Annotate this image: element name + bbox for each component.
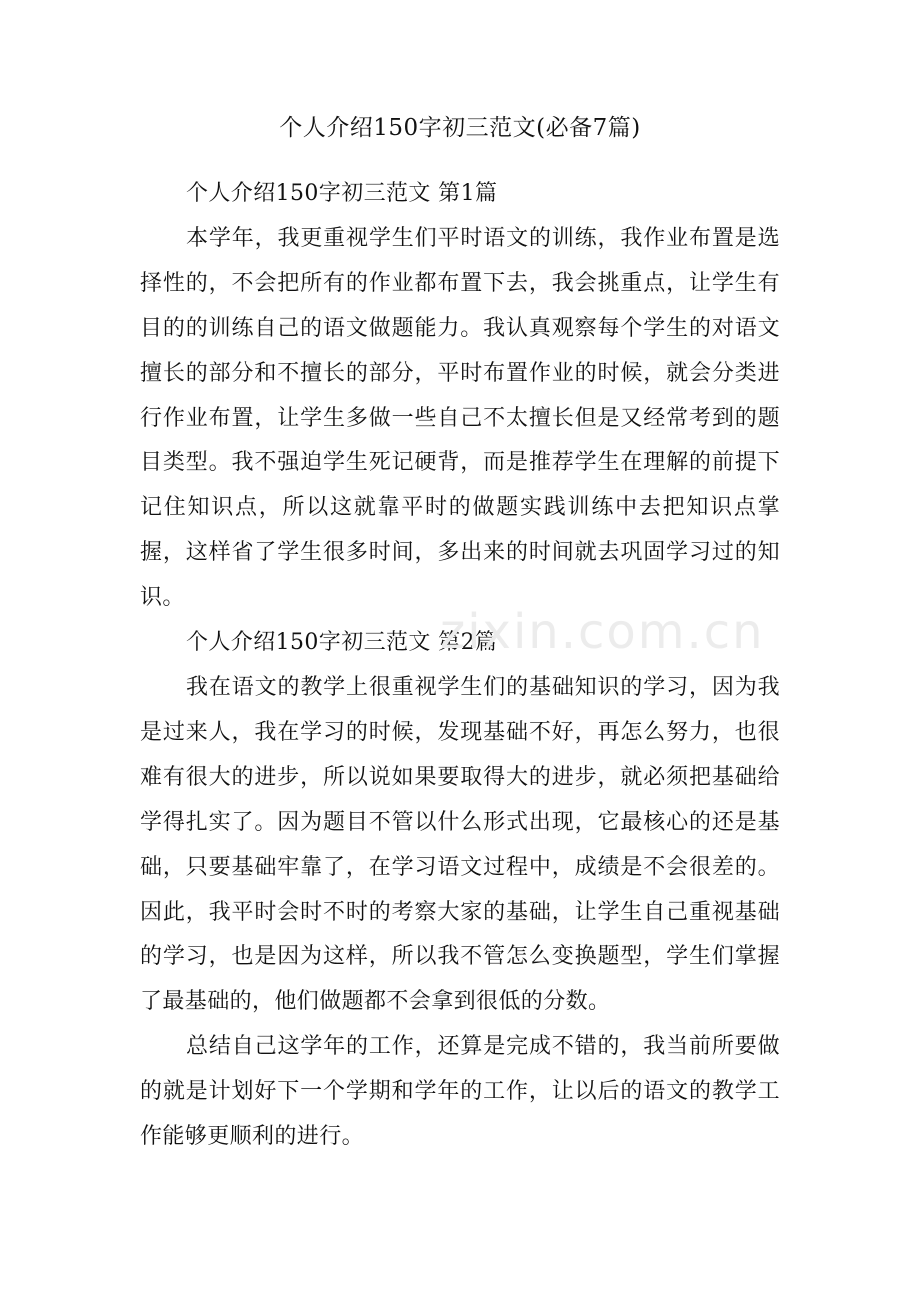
section-paragraph: 本学年，我更重视学生们平时语文的训练，我作业布置是选择性的，不会把所有的作业都布置下去，我会挑重点，让学生有目的的训练自己的语文做题能力。我认真观察每个学生的对语文擅长的部分和不擅长的部分，平时布置作业的时候，就会分类进行作业布置，让学生多做一些自己不太擅长但是又经常考到的题目类型。我不强迫学生死记硬背，而是推荐学生在理解的前提下记住知识点，所以这就靠平时的做题实践训练中去把知识点掌握，这样省了学生很多时间，多出来的时间就去巩固学习过的知识。 xyxy=(140,225,780,611)
section-1 xyxy=(140,172,780,621)
section-paragraph: 总结自己这学年的工作，还算是完成不错的，我当前所要做的就是计划好下一个学期和学年的工作，让以后的语文的教学工作能够更顺利的进行。 xyxy=(140,1034,780,1150)
section-paragraph: 我在语文的教学上很重视学生们的基础知识的学习，因为我是过来人，我在学习的时候，发现基础不好，再怎么努力，也很难有很大的进步，所以说如果要取得大的进步，就必须把基础给学得扎实了。因为题目不管以什么形式出现，它最核心的还是基础，只要基础牢靠了，在学习语文过程中，成绩是不会很差的。因此，我平时会时不时的考察大家的基础，让学生自己重视基础的学习，也是因为这样，所以我不管怎么变换题型，学生们掌握了最基础的，他们做题都不会拿到很低的分数。 xyxy=(140,674,780,1015)
section-heading: 个人介绍150字初三范文 第2篇 xyxy=(186,630,498,656)
document-body xyxy=(140,172,780,1160)
section-heading: 个人介绍150字初三范文 第1篇 xyxy=(186,181,498,206)
watermark-logo: zixin.com.cn xyxy=(440,604,765,660)
document-title: 个人介绍150字初三范文(必备7篇) xyxy=(279,115,641,141)
section-2 xyxy=(140,621,780,1160)
